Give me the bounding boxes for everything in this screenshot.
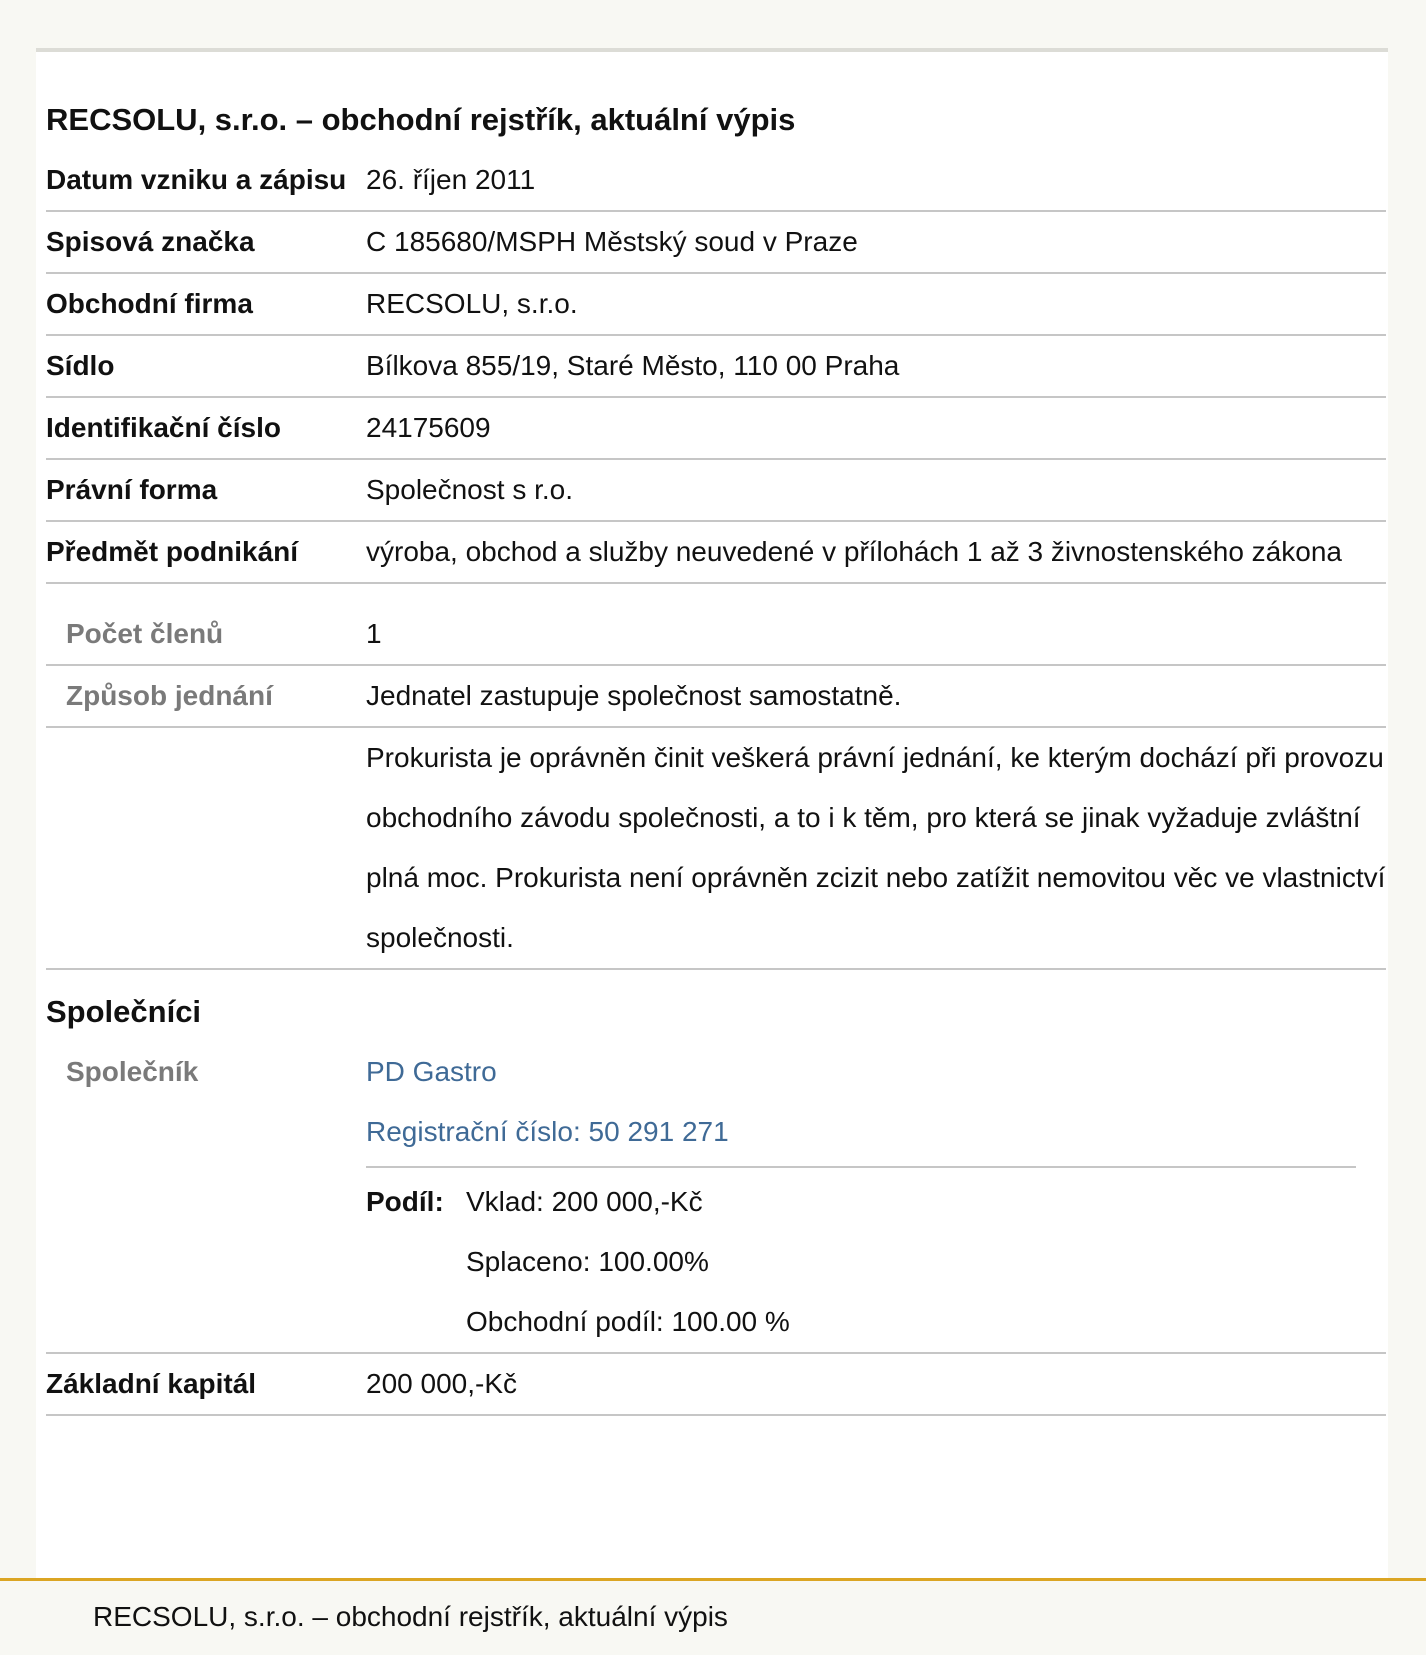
row-pravni-forma [46,459,1386,521]
row-prokura [46,727,1386,969]
value-datum-vzniku: 26. říjen 2011 [366,150,1386,211]
value-zakladni-kapital: 200 000,-Kč [366,1353,1386,1415]
label-pravni-forma: Právní forma [46,459,366,521]
row-datum-vzniku [46,150,1386,211]
share-values [466,1172,790,1352]
row-zakladni-kapital [46,1353,1386,1415]
value-identifikacni-cislo: 24175609 [366,397,1386,459]
share-splaceno: Splaceno: 100.00% [466,1246,709,1277]
value-pocet-clenu: 1 [366,583,1386,665]
register-table [46,150,1386,1416]
row-zpusob-jednani [46,665,1386,727]
row-spolecnik [46,1042,1386,1353]
label-spolecnik: Společník [46,1042,366,1353]
label-zakladni-kapital: Základní kapitál [46,1353,366,1415]
label-obchodni-firma: Obchodní firma [46,273,366,335]
label-prokura [46,727,366,969]
label-datum-vzniku: Datum vzniku a zápisu [46,150,366,211]
row-predmet-podnikani [46,521,1386,583]
label-pocet-clenu: Počet členů [46,583,366,665]
footer-bar [0,1578,1426,1655]
label-zpusob-jednani: Způsob jednání [46,665,366,727]
row-obchodni-firma [46,273,1386,335]
spolecnici-heading: Společníci [46,994,202,1029]
partner-block [366,1042,1386,1352]
share-vklad: Vklad: 200 000,-Kč [466,1186,703,1217]
row-sidlo [46,335,1386,397]
label-identifikacni-cislo: Identifikační číslo [46,397,366,459]
value-sidlo: Bílkova 855/19, Staré Město, 110 00 Praha [366,335,1386,397]
share-details [366,1172,1386,1352]
value-predmet-podnikani: výroba, obchod a služby neuvedené v přílohách 1 až 3 živnostenského zákona [366,521,1386,583]
label-sidlo: Sídlo [46,335,366,397]
row-spisova-znacka [46,211,1386,273]
partner-registration-link[interactable]: Registrační číslo: 50 291 271 [366,1116,729,1147]
row-identifikacni-cislo [46,397,1386,459]
partner-name-link[interactable]: PD Gastro [366,1056,497,1087]
value-pravni-forma: Společnost s r.o. [366,459,1386,521]
page-title: RECSOLU, s.r.o. – obchodní rejstřík, aktuální výpis [46,102,796,137]
row-pocet-clenu [46,583,1386,665]
label-predmet-podnikani: Předmět podnikání [46,521,366,583]
label-spisova-znacka: Spisová značka [46,211,366,273]
share-obchodni-podil: Obchodní podíl: 100.00 % [466,1306,790,1337]
value-prokura: Prokurista je oprávněn činit veškerá právní jednání, ke kterým dochází při provozu obchodního závodu společnosti, a to i k těm, pro která se jinak vyžaduje zvláštní plná moc. Prokurista není oprávněn zcizit nebo zatížit nemovitou věc ve vlastnictví společnosti. [366,727,1386,969]
value-zpusob-jednani: Jednatel zastupuje společnost samostatně. [366,665,1386,727]
value-obchodni-firma: RECSOLU, s.r.o. [366,273,1386,335]
value-spisova-znacka: C 185680/MSPH Městský soud v Praze [366,211,1386,273]
register-card [36,48,1388,1582]
footer-title: RECSOLU, s.r.o. – obchodní rejstřík, aktuální výpis [93,1601,728,1632]
partner-registration-row [366,1102,1356,1168]
share-label: Podíl: [366,1186,444,1217]
value-spolecnik [366,1042,1386,1353]
row-spolecnici-heading [46,969,1386,1042]
